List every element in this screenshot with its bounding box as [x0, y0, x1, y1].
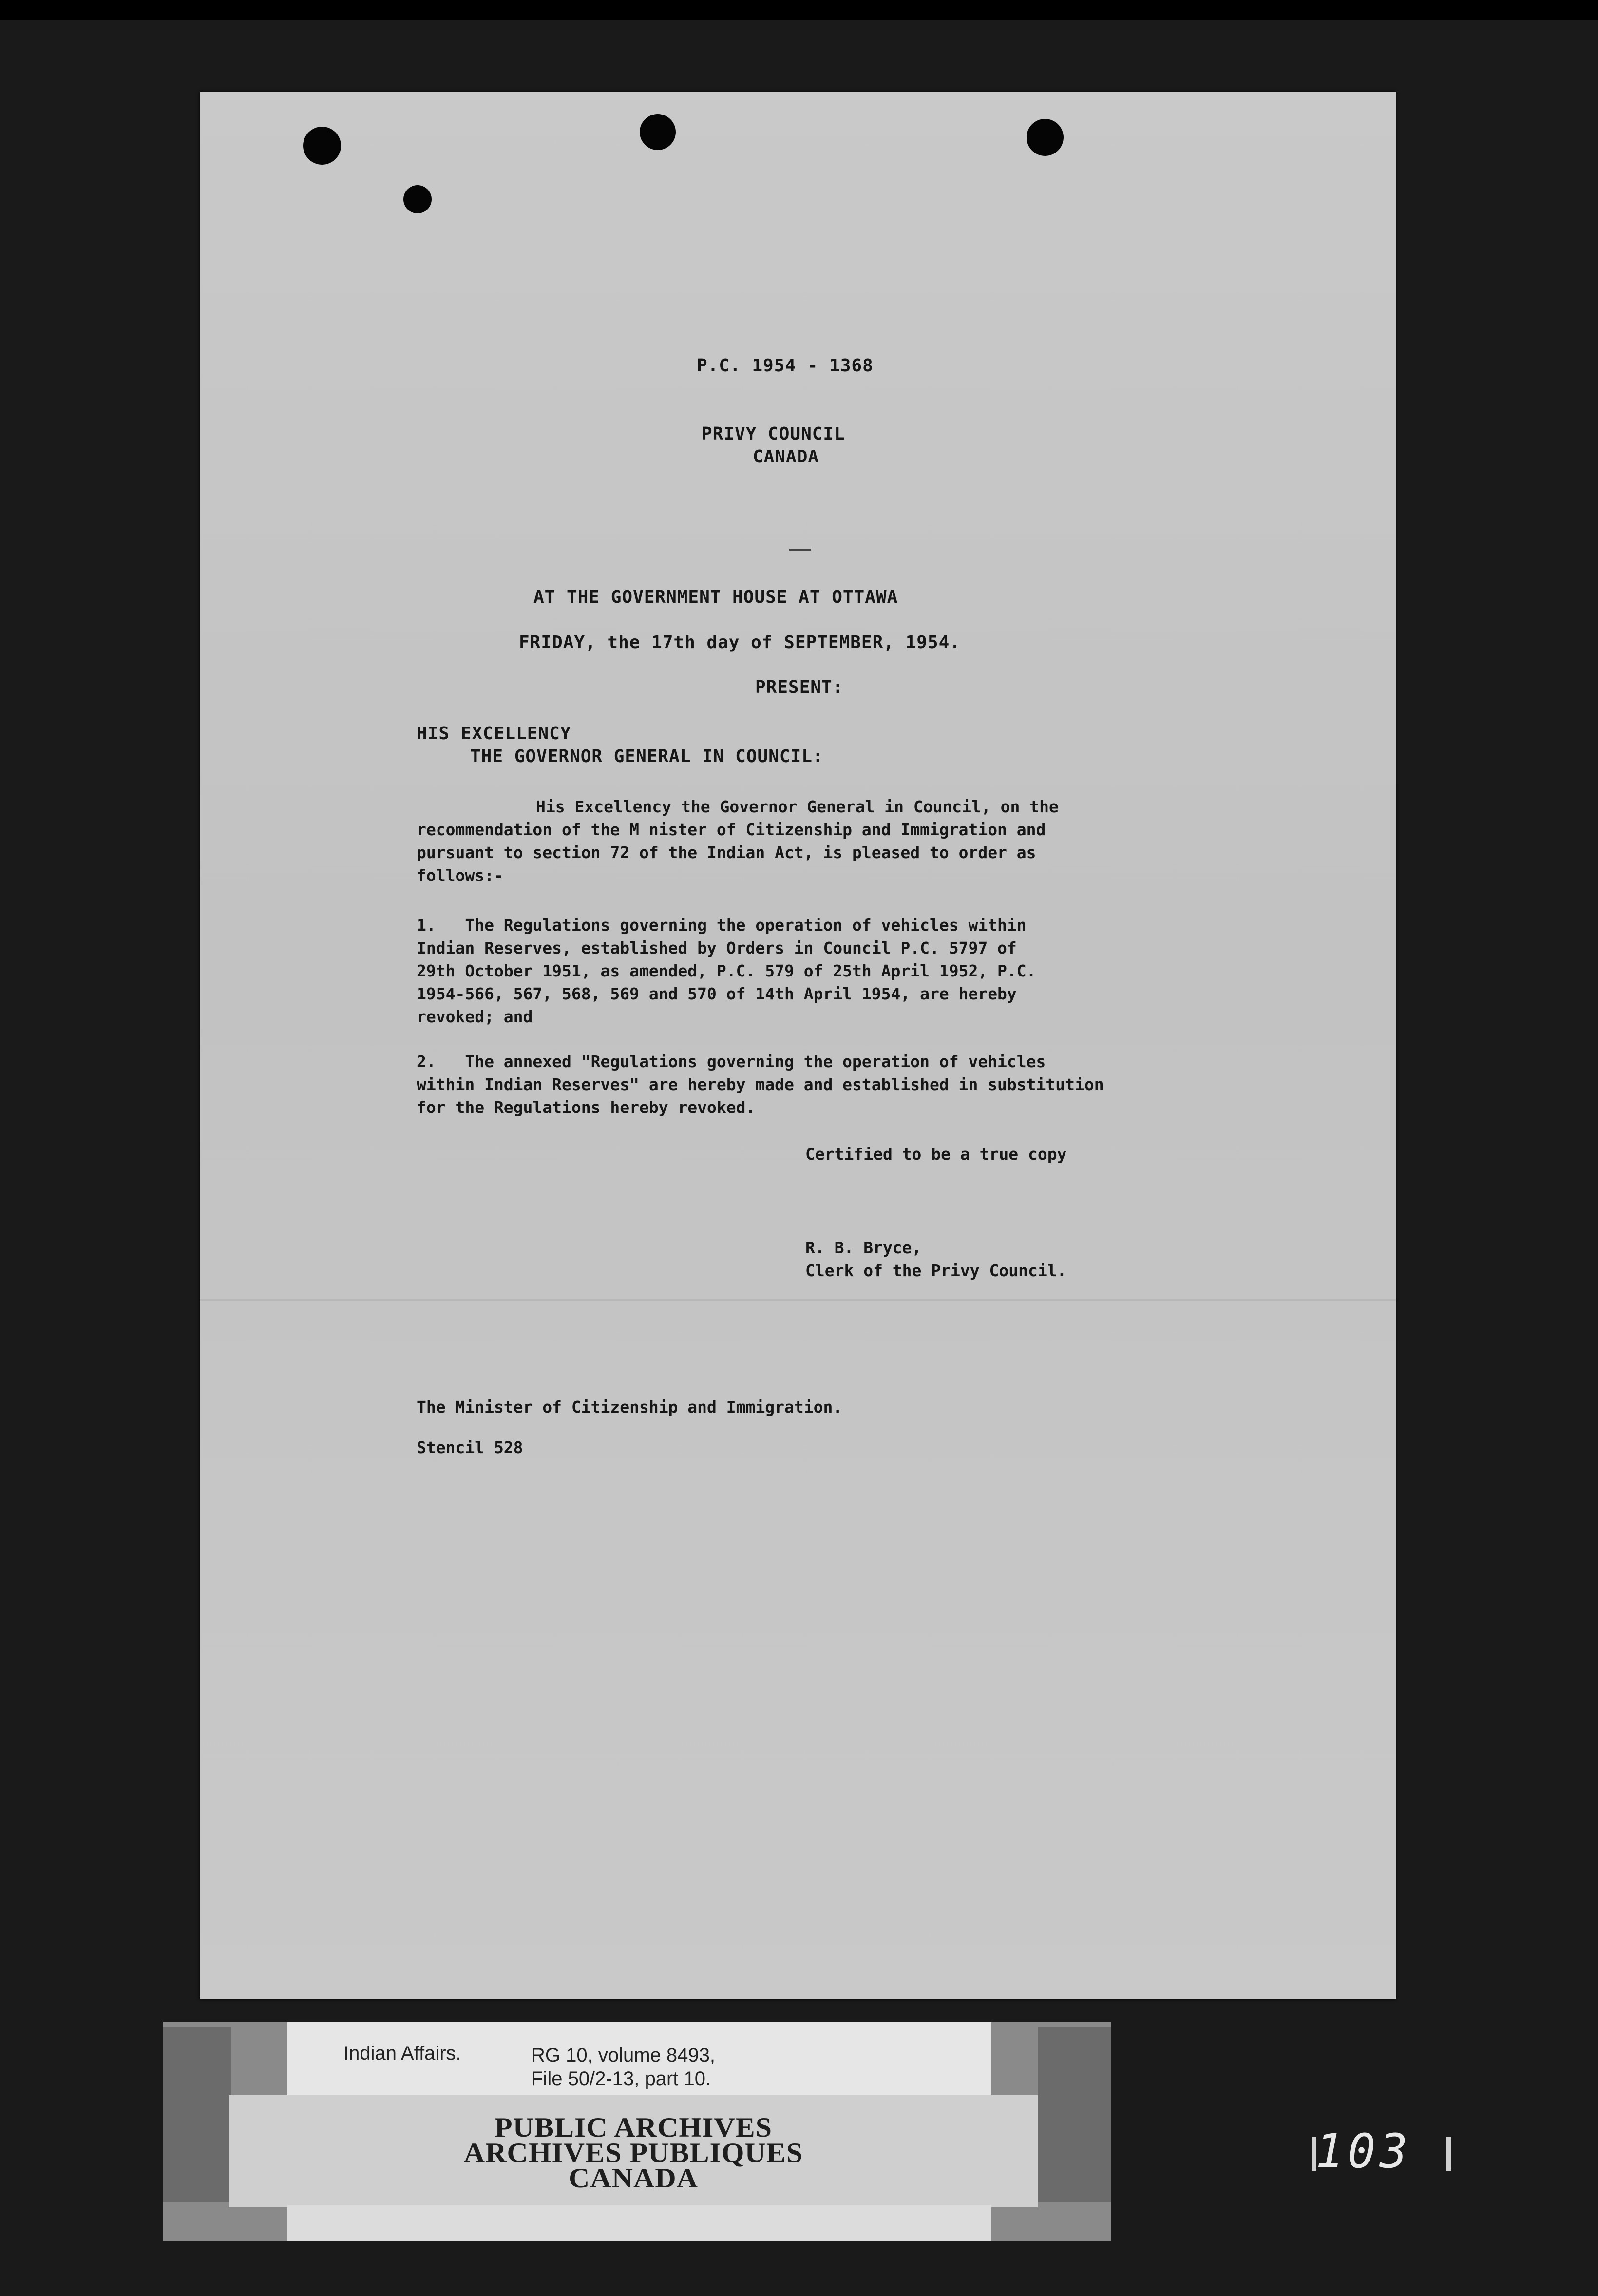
separator-dash — [789, 549, 811, 551]
reference-line-2: File 50/2-13, part 10. — [531, 2068, 711, 2089]
fold-line — [200, 1299, 1396, 1301]
clause-2-line: for the Regulations hereby revoked. — [417, 1098, 756, 1117]
clause-2-line: 2. The annexed "Regulations governing the operation of vehicles — [417, 1052, 1046, 1071]
label-holder-left — [163, 2027, 231, 2202]
issuer-line-2: CANADA — [753, 447, 819, 467]
document-page — [200, 92, 1396, 1999]
issuer-line-1: PRIVY COUNCIL — [702, 424, 845, 444]
frame-number — [1301, 2124, 1452, 2179]
frame-mark — [1446, 2137, 1451, 2171]
signatory-title: Clerk of the Privy Council. — [805, 1261, 1067, 1280]
stamp-line-3: CANADA — [569, 2162, 698, 2194]
punch-hole — [303, 127, 341, 165]
clause-2-line: within Indian Reserves" are hereby made and established in substitution — [417, 1075, 1104, 1094]
punch-hole — [640, 114, 676, 150]
recipient-line: The Minister of Citizenship and Immigration. — [417, 1397, 843, 1416]
certification-text: Certified to be a true copy — [805, 1145, 1067, 1164]
meeting-date: FRIDAY, the 17th day of SEPTEMBER, 1954. — [519, 632, 961, 652]
clause-1-line: revoked; and — [417, 1007, 533, 1026]
label-card-bottom — [287, 2205, 991, 2241]
preamble-line: follows:- — [417, 866, 504, 885]
clause-1-line: 1. The Regulations governing the operation of vehicles within — [417, 916, 1027, 935]
stamp-line-2: ARCHIVES PUBLIQUES — [463, 2137, 803, 2168]
film-edge — [0, 0, 1598, 20]
stencil-number: Stencil 528 — [417, 1438, 523, 1457]
clause-1-line: 29th October 1951, as amended, P.C. 579 of 25th April 1952, P.C. — [417, 961, 1036, 980]
preamble-line: pursuant to section 72 of the Indian Act, is pleased to order as — [417, 843, 1036, 862]
preamble-line: His Excellency the Governor General in Council, on the — [536, 797, 1059, 816]
present-heading: PRESENT: — [755, 677, 844, 697]
signatory-name: R. B. Bryce, — [805, 1238, 922, 1257]
frame-number-text: 103 — [1315, 2124, 1412, 2179]
addressee-line-1: HIS EXCELLENCY — [417, 724, 571, 744]
stamp-line-1: PUBLIC ARCHIVES — [494, 2112, 773, 2143]
reference-line-1: RG 10, volume 8493, — [531, 2045, 715, 2066]
clause-1-line: Indian Reserves, established by Orders in Council P.C. 5797 of — [417, 938, 1017, 957]
clause-1-line: 1954-566, 567, 568, 569 and 570 of 14th April 1954, are hereby — [417, 984, 1017, 1003]
meeting-location: AT THE GOVERNMENT HOUSE AT OTTAWA — [533, 587, 898, 607]
preamble-line: recommendation of the M nister of Citizenship and Immigration and — [417, 820, 1046, 839]
order-number: P.C. 1954 - 1368 — [697, 356, 874, 376]
addressee-line-2: THE GOVERNOR GENERAL IN COUNCIL: — [470, 746, 824, 766]
punch-hole — [403, 185, 432, 213]
punch-hole — [1027, 119, 1064, 156]
archives-stamp — [229, 2095, 1038, 2207]
department-label: Indian Affairs. — [343, 2043, 461, 2064]
label-holder-right — [1038, 2027, 1111, 2202]
